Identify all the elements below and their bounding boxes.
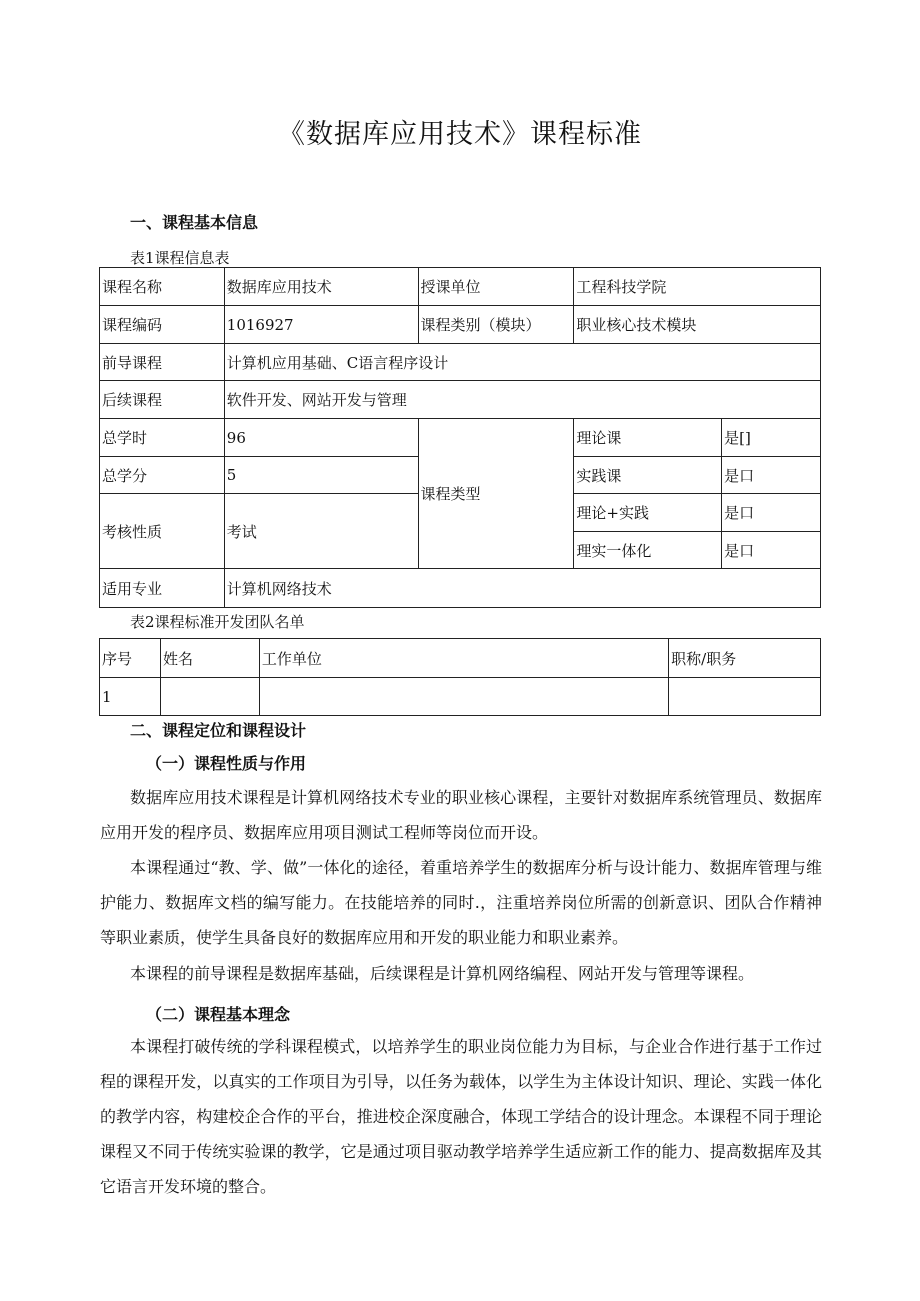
column-header: 姓名 [160,639,259,678]
table-1-caption: 表1课程信息表 [130,249,230,267]
cell-value: 职业核心技术模块 [574,306,821,344]
subsection-1-heading: （一）课程性质与作用 [146,754,307,773]
cell-label: 适用专业 [100,569,225,608]
cell-label: 前导课程 [100,344,225,381]
table-2-caption: 表2课程标准开发团队名单 [130,613,305,631]
type-value: 是口 [722,457,821,494]
table-row [100,381,821,419]
cell-value: 软件开发、网站开发与管理 [224,381,820,419]
subsection-2-heading: （二）课程基本理念 [146,1005,291,1024]
column-header: 序号 [100,639,161,678]
cell-value: 工程科技学院 [574,268,821,306]
paragraph: 本课程通过“教、学、做”一体化的途径，着重培养学生的数据库分析与设计能力、数据库管理与维护能力、数据库文档的编写能力。在技能培养的同时.，注重培养岗位所需的创新意识、团队合作精神等职业素质，使学生具备良好的数据库应用和开发的职业能力和职业素养。 [100,858,822,947]
cell-label: 授课单位 [418,268,574,306]
table-cell [669,678,821,716]
paragraph: 本课程的前导课程是数据库基础，后续课程是计算机网络编程、网站开发与管理等课程。 [130,964,755,983]
cell-value: 96 [224,419,418,457]
cell-label: 课程编码 [100,306,225,344]
table-row [100,419,821,457]
cell-label: 考核性质 [100,494,225,569]
table-row [100,306,821,344]
cell-value: 计算机网络技术 [224,569,820,608]
type-name: 理论+实践 [574,494,722,532]
cell-value: 计算机应用基础、C语言程序设计 [224,344,820,381]
cell-value: 考试 [224,494,418,569]
table-row [100,344,821,381]
cell-value: 5 [224,457,418,494]
cell-label: 总学分 [100,457,225,494]
type-value: 是口 [722,532,821,569]
table-row [100,268,821,306]
cell-value: 1016927 [224,306,418,344]
table-cell [160,678,259,716]
table-cell: 1 [100,678,161,716]
section-1-heading: 一、课程基本信息 [130,213,259,232]
type-name: 实践课 [574,457,722,494]
team-table [99,638,821,716]
table-row [100,678,821,716]
table-row [100,569,821,608]
type-value: 是[] [722,419,821,457]
cell-label: 后续课程 [100,381,225,419]
type-name: 理实一体化 [574,532,722,569]
column-header: 职称/职务 [669,639,821,678]
cell-label: 课程类别（模块） [418,306,574,344]
paragraph: 数据库应用技术课程是计算机网络技术专业的职业核心课程，主要针对数据库系统管理员、数据库应用开发的程序员、数据库应用项目测试工程师等岗位而开设。 [100,788,822,842]
cell-label: 课程名称 [100,268,225,306]
course-info-table [99,267,821,608]
table-header-row [100,639,821,678]
column-header: 工作单位 [259,639,668,678]
document-title: 《数据库应用技术》课程标准 [278,119,642,150]
cell-value: 数据库应用技术 [224,268,418,306]
table-cell [259,678,668,716]
cell-label: 总学时 [100,419,225,457]
course-type-label: 课程类型 [418,419,574,569]
section-2-heading: 二、课程定位和课程设计 [130,721,307,740]
type-value: 是口 [722,494,821,532]
type-name: 理论课 [574,419,722,457]
paragraph: 本课程打破传统的学科课程模式，以培养学生的职业岗位能力为目标，与企业合作进行基于工作过程的课程开发，以真实的工作项目为引导，以任务为载体，以学生为主体设计知识、理论、实践一体化的教学内容，构建校企合作的平台，推进校企深度融合，体现工学结合的设计理念。本课程不同于理论课程又不同于传统实验课的教学，它是通过项目驱动教学培养学生适应新工作的能力、提高数据库及其它语言开发环境的整合。 [100,1037,822,1196]
